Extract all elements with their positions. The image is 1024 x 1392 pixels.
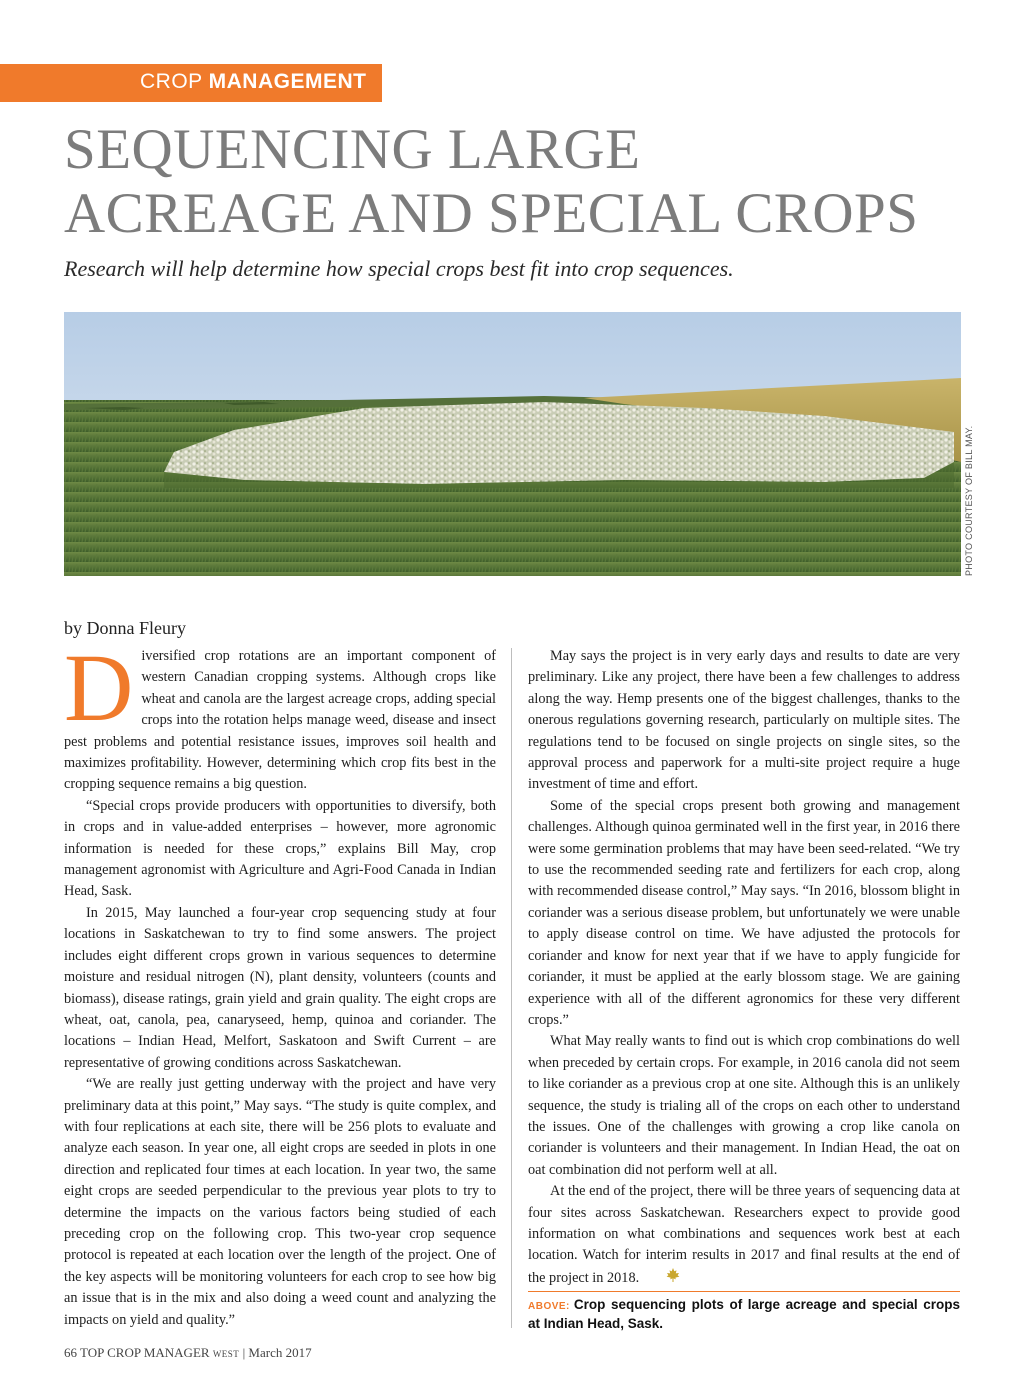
folio-separator: | (242, 1345, 246, 1360)
maple-leaf-icon (643, 1267, 681, 1290)
paragraph: What May really wants to find out is which crop combinations do well when preceded by certain crops. For example, in 2016 canola did not seem to like coriander as a previous crop at one site. Although this is an unlikely sequence, the study is trialing all of the crops on each other to understand the issues. One of the challenges with growing a crop like canola on coriander is volunteers and their management. In Indian Head, the oat on oat combination did not perform well at all. (528, 1033, 960, 1178)
paragraph: “We are really just getting underway with the project and have very preliminary data at this point,” May says. “The study is quite complex, and with four replications at each site, there will be 256 plots to evaluate and analyze each season. In year one, all eight crops are seeded in plots in one direction and replicated four times at each location. In year two, the same eight crops are seeded perpendicular to the previous year plots to try to determine the impacts on the various factors being studied of each preceding crop on the following crop. This two-year crop sequence protocol is repeated at each location over the length of the project. One of the key aspects will be monitoring volunteers for each crop to see how big an issue that is in the mix and also doing a weed count and analyzing the impacts on yield and quality.” (64, 1076, 496, 1328)
page-folio (64, 1345, 312, 1361)
photo-credit: PHOTO COURTESY OF BILL MAY. (964, 425, 974, 576)
page-number: 66 (64, 1345, 77, 1360)
section-label (140, 70, 366, 94)
caption-rule (528, 1291, 960, 1292)
magazine-edition: WEST (212, 1349, 240, 1359)
paragraph: Some of the special crops present both growing and management challenges. Although quinoa germinated well in the first year, in 2016 there were some germination problems that may have been seed-related. “We try to use the recommended seeding rate and fertilizers for each crop, along with recommended disease control,” May says. “In 2016, blossom blight in coriander was a serious disease problem, but unfortunately we were unable to apply disease control on time. We have adjusted the protocols for coriander and know for next year that if we have to apply fungicide for coriander, it must be applied at the early blossom stage. We are gaining experience with all of the different agronomics for these very different crops.” (528, 797, 960, 1028)
article-deck: Research will help determine how special crops best fit into crop sequences. (64, 256, 734, 281)
issue-date: March 2017 (248, 1345, 312, 1360)
paragraph (528, 1181, 960, 1290)
caption-text: Crop sequencing plots of large acreage and special crops at Indian Head, Sask. (528, 1297, 960, 1331)
caption-tag: ABOVE: (528, 1301, 570, 1312)
column-divider (511, 648, 512, 1328)
headline-line-1: SEQUENCING LARGE (64, 118, 641, 181)
byline: by Donna Fleury (64, 618, 186, 638)
article-headline (64, 118, 1004, 246)
paragraph-text: At the end of the project, there will be three years of sequencing data at four sites across Saskatchewan. Researchers expect to provide good information on what combinations and sequences work best at each location. Watch for interim results in 2017 and final results at the end of the project in 2018. (528, 1183, 960, 1286)
paragraph (64, 634, 496, 796)
article-column-right (528, 646, 960, 1290)
photo-caption (528, 1296, 960, 1332)
drop-cap: D (64, 634, 134, 741)
magazine-name: TOP CROP MANAGER (80, 1345, 210, 1360)
paragraph: In 2015, May launched a four-year crop sequencing study at four locations in Saskatchewan to try to find some answers. The project includes eight different crops grown in various sequences to determine moisture and residual nitrogen (N), plant density, volunteers (counts and biomass), disease ratings, grain yield and grain quality. The eight crops are wheat, oat, canola, pea, canaryseed, hemp, quinoa and coriander. The locations – Indian Head, Melfort, Saskatoon and Swift Current – are representative of growing conditions across Saskatchewan. (64, 904, 496, 1071)
section-label-bold: MANAGEMENT (208, 70, 367, 93)
article-column-left (64, 634, 496, 1331)
section-label-light: CROP (140, 70, 209, 93)
paragraph: “Special crops provide producers with opportunities to diversify, both in crops and in value-added enterprises – however, more agronomic information is needed for these crops,” explains Bill May, crop management agronomist with Agriculture and Agri-Food Canada in Indian Head, Sask. (64, 797, 496, 900)
paragraph-text: iversified crop rotations are an important component of western Canadian cropping systems. Although crops like wheat and canola are the largest acreage crops, adding special crops into the rotation helps manage weed, disease and insect pest problems and potential resistance issues, improves soil health and maximizes profitability. However, determining which crop fits best in the cropping sequence remains a big question. (64, 648, 496, 793)
paragraph: May says the project is in very early days and results to date are very preliminary. Like any project, there have been a few challenges to address along the way. Hemp presents one of the biggest challenges, thanks to the onerous regulations governing research, particularly on multiple sites. The regulations tend to be focused on single projects on single sites, so the approval process and paperwork for a multi-site project require a huge investment of time and effort. (528, 648, 960, 793)
section-tab (0, 64, 382, 102)
field-photo (64, 312, 961, 576)
headline-line-2: ACREAGE AND SPECIAL CROPS (64, 182, 919, 245)
